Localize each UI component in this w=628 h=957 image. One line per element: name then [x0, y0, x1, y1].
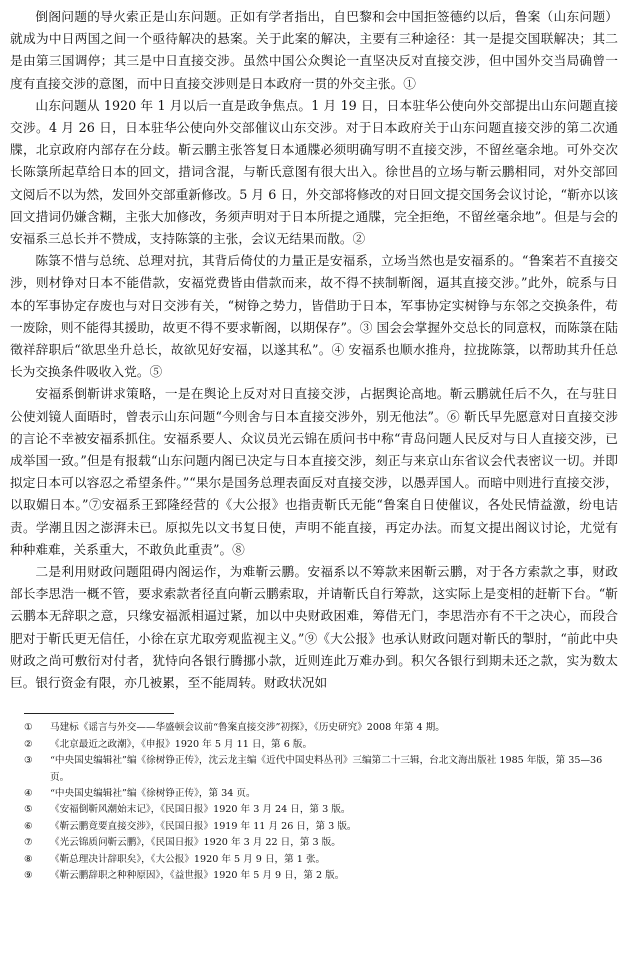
- footnote-text: “中央国史编辑社”编《徐树铮正传》，第 34 页。: [50, 787, 256, 799]
- footnote-mark: ③: [24, 755, 33, 767]
- footnote-mark: ⑦: [24, 837, 33, 849]
- footnote-mark: ⑧: [24, 853, 33, 865]
- footnote-text: 《靳云鹏辞职之种种原因》，《益世报》1920 年 5 月 9 日，第 2 版。: [50, 869, 345, 881]
- footnote-text: 《北京最近之政潮》，《申报》1920 年 5 月 11 日，第 6 版。: [50, 738, 313, 750]
- footnote-item: [24, 835, 618, 851]
- footnote-text: 《靳总理决计辞职矣》，《大公报》1920 年 5 月 9 日，第 1 张。: [50, 853, 326, 865]
- footnote-item: [24, 786, 618, 802]
- footnote-item: [24, 802, 618, 818]
- paragraph: 二是利用财政问题阻碍内阁运作，为难靳云鹏。安福系以不筹款来困靳云鹏，对于各方索款之事，财政部长李思浩一概不管，要求索款者径直向靳云鹏索取，并请靳氏自行筹款，这实际上是变相的赶靳下台。“靳云鹏本无辞职之意，只缘安福派相逼过紧，加以中央财政困难，筹借无门，李思浩亦有不干之决心，而段合肥对于靳氏更无信任，小徐在京尤取旁观监视主义。”⑨《大公报》也承认财政问题对靳氏的掣肘，“前此中央财政之尚可敷衍对付者，犹恃向各银行腾挪小款，近则连此万难办到。积欠各银行到期未还之款，实为数太巨。银行资金有限，亦几被累，至不能周转。财政状况如: [10, 564, 618, 691]
- footnote-mark: ④: [24, 787, 33, 799]
- footnote-text: 马建标《谣言与外交——华盛顿会议前“鲁案直接交涉”初探》，《历史研究》2008 年第 4 期。: [50, 722, 445, 734]
- footnote-mark: ②: [24, 738, 33, 750]
- paragraph: 安福系倒靳讲求策略，一是在舆论上反对对日直接交涉，占据舆论高地。靳云鹏就任后不久，在与驻日公使刘镜人面晤时，曾表示山东问题“今则舍与日本直接交涉外，别无他法”。⑥ 靳氏早先愿意对日直接交涉的言论不幸被安福系抓住。安福系要人、众议员光云锦在质问书中称“青岛问题人民反对与日人直接交涉，已成举国一致。”但是有报载“山东问题内阁已决定与日本直接交涉，刻正与来京山东省议会代表密议一切。并即拟定日本可以容忍之希望条件。”“果尔是国务总理表面反对直接交涉，以愚弄国人。而暗中则进行直接交涉，以取媚日本。”⑦安福系王郅隆经营的《大公报》也指责靳氏无能“鲁案自日使催议，各处民情益激，纷电诘责。学潮且因之澎湃未已。原拟先以文书复日使，声明不能直接，再定办法。而复文提出阁议讨论，尤觉有种种难难，关系重大，不敢负此重责”。⑧: [10, 386, 618, 557]
- footnote-mark: ⑨: [24, 869, 33, 881]
- footnote-text: 《安福倒靳风潮始末记》，《民国日报》1920 年 3 月 24 日，第 3 版。: [50, 804, 351, 816]
- footnotes: [10, 720, 618, 884]
- footnote-item: [24, 868, 618, 884]
- paragraph: 倒阁问题的导火索正是山东问题。正如有学者指出，自巴黎和会中国拒签德约以后，鲁案（山东问题）就成为中日两国之间一个亟待解决的悬案。关于此案的解决，主要有三种途径：其一是提交国联解决；其二是由第三国调停；其三是中日直接交涉。虽然中国公众舆论一直坚决反对直接交涉，但中国外交当局确曾一度有直接交涉的意图，而中日直接交涉则是日本政府一贯的外交主张。①: [10, 9, 618, 91]
- paragraph: 山东问题从 1920 年 1 月以后一直是政争焦点。1 月 19 日，日本驻华公使向外交部提出山东问题直接交涉。4 月 26 日，日本驻华公使向外交部催议山东交涉。对于日本政府关于山东问题直接交涉的第二次通牒，北京政府内部存在分歧。靳云鹏主张答复日本通牒必须明确写明不直接交涉，不留丝毫余地。可外交次长陈箓所起草给日本的回文，措词含混，与靳氏意图有很大出入。徐世昌的立场与靳云鹏相同，对外交部回文阅后不以为然，发回外交部重新修改。5 月 6 日，外交部将修改的对日回文提交国务会议讨论，“靳亦以该回文措词仍嫌含糊，主张大加修改，务须声明对于日本所提之通牒，完全拒绝，不留丝毫余地”。但是与会的安福系三总长并不赞成，支持陈箓的主张，会议无结果而散。②: [10, 97, 618, 247]
- body-text: [10, 6, 618, 694]
- footnote-mark: ⑤: [24, 804, 33, 816]
- footnote-mark: ①: [24, 722, 33, 734]
- footnote-mark: ⑥: [24, 820, 33, 832]
- footnote-text: “中央国史编辑社”编《徐树铮正传》，沈云龙主编《近代中国史料丛刊》三编第二十三辑，台北文海出版社 1985 年版，第 35—36 页。: [50, 755, 603, 783]
- footnote-item: [24, 720, 618, 736]
- footnote-item: [24, 753, 618, 786]
- paragraph: 陈箓不惜与总统、总理对抗，其背后倚仗的力量正是安福系，立场当然也是安福系的。“鲁案若不直接交涉，则材铮对日本不能借款，安福党费皆由借款而来，故不得不挟制靳阁，逼其直接交涉。”此外，皖系与日本的军事协定存废也与对日交涉有关，“树铮之势力，皆借助于日本，军事协定实树铮与东邻之交换条件，苟一废除，则不能得其援助，故更不得不要求靳阁，以期保存”。③ 国会会掌握外交总长的同意权，而陈箓在陆徵祥辞职后“欲思坐升总长，故欲见好安福，以遂其私”。④ 安福系也顺水推舟，拉拢陈箓，以帮助其升任总长为交换条件吸收入党。⑤: [10, 253, 618, 380]
- footnote-text: 《光云锦质问靳云鹏》，《民国日报》1920 年 3 月 22 日，第 3 版。: [50, 837, 341, 849]
- footnote-item: [24, 819, 618, 835]
- footnote-text: 《靳云鹏竟要直接交涉》，《民国日报》1919 年 11 月 26 日，第 3 版。: [50, 820, 357, 832]
- footnote-item: [24, 852, 618, 868]
- footnote-item: [24, 737, 618, 753]
- footnote-divider: [24, 713, 174, 714]
